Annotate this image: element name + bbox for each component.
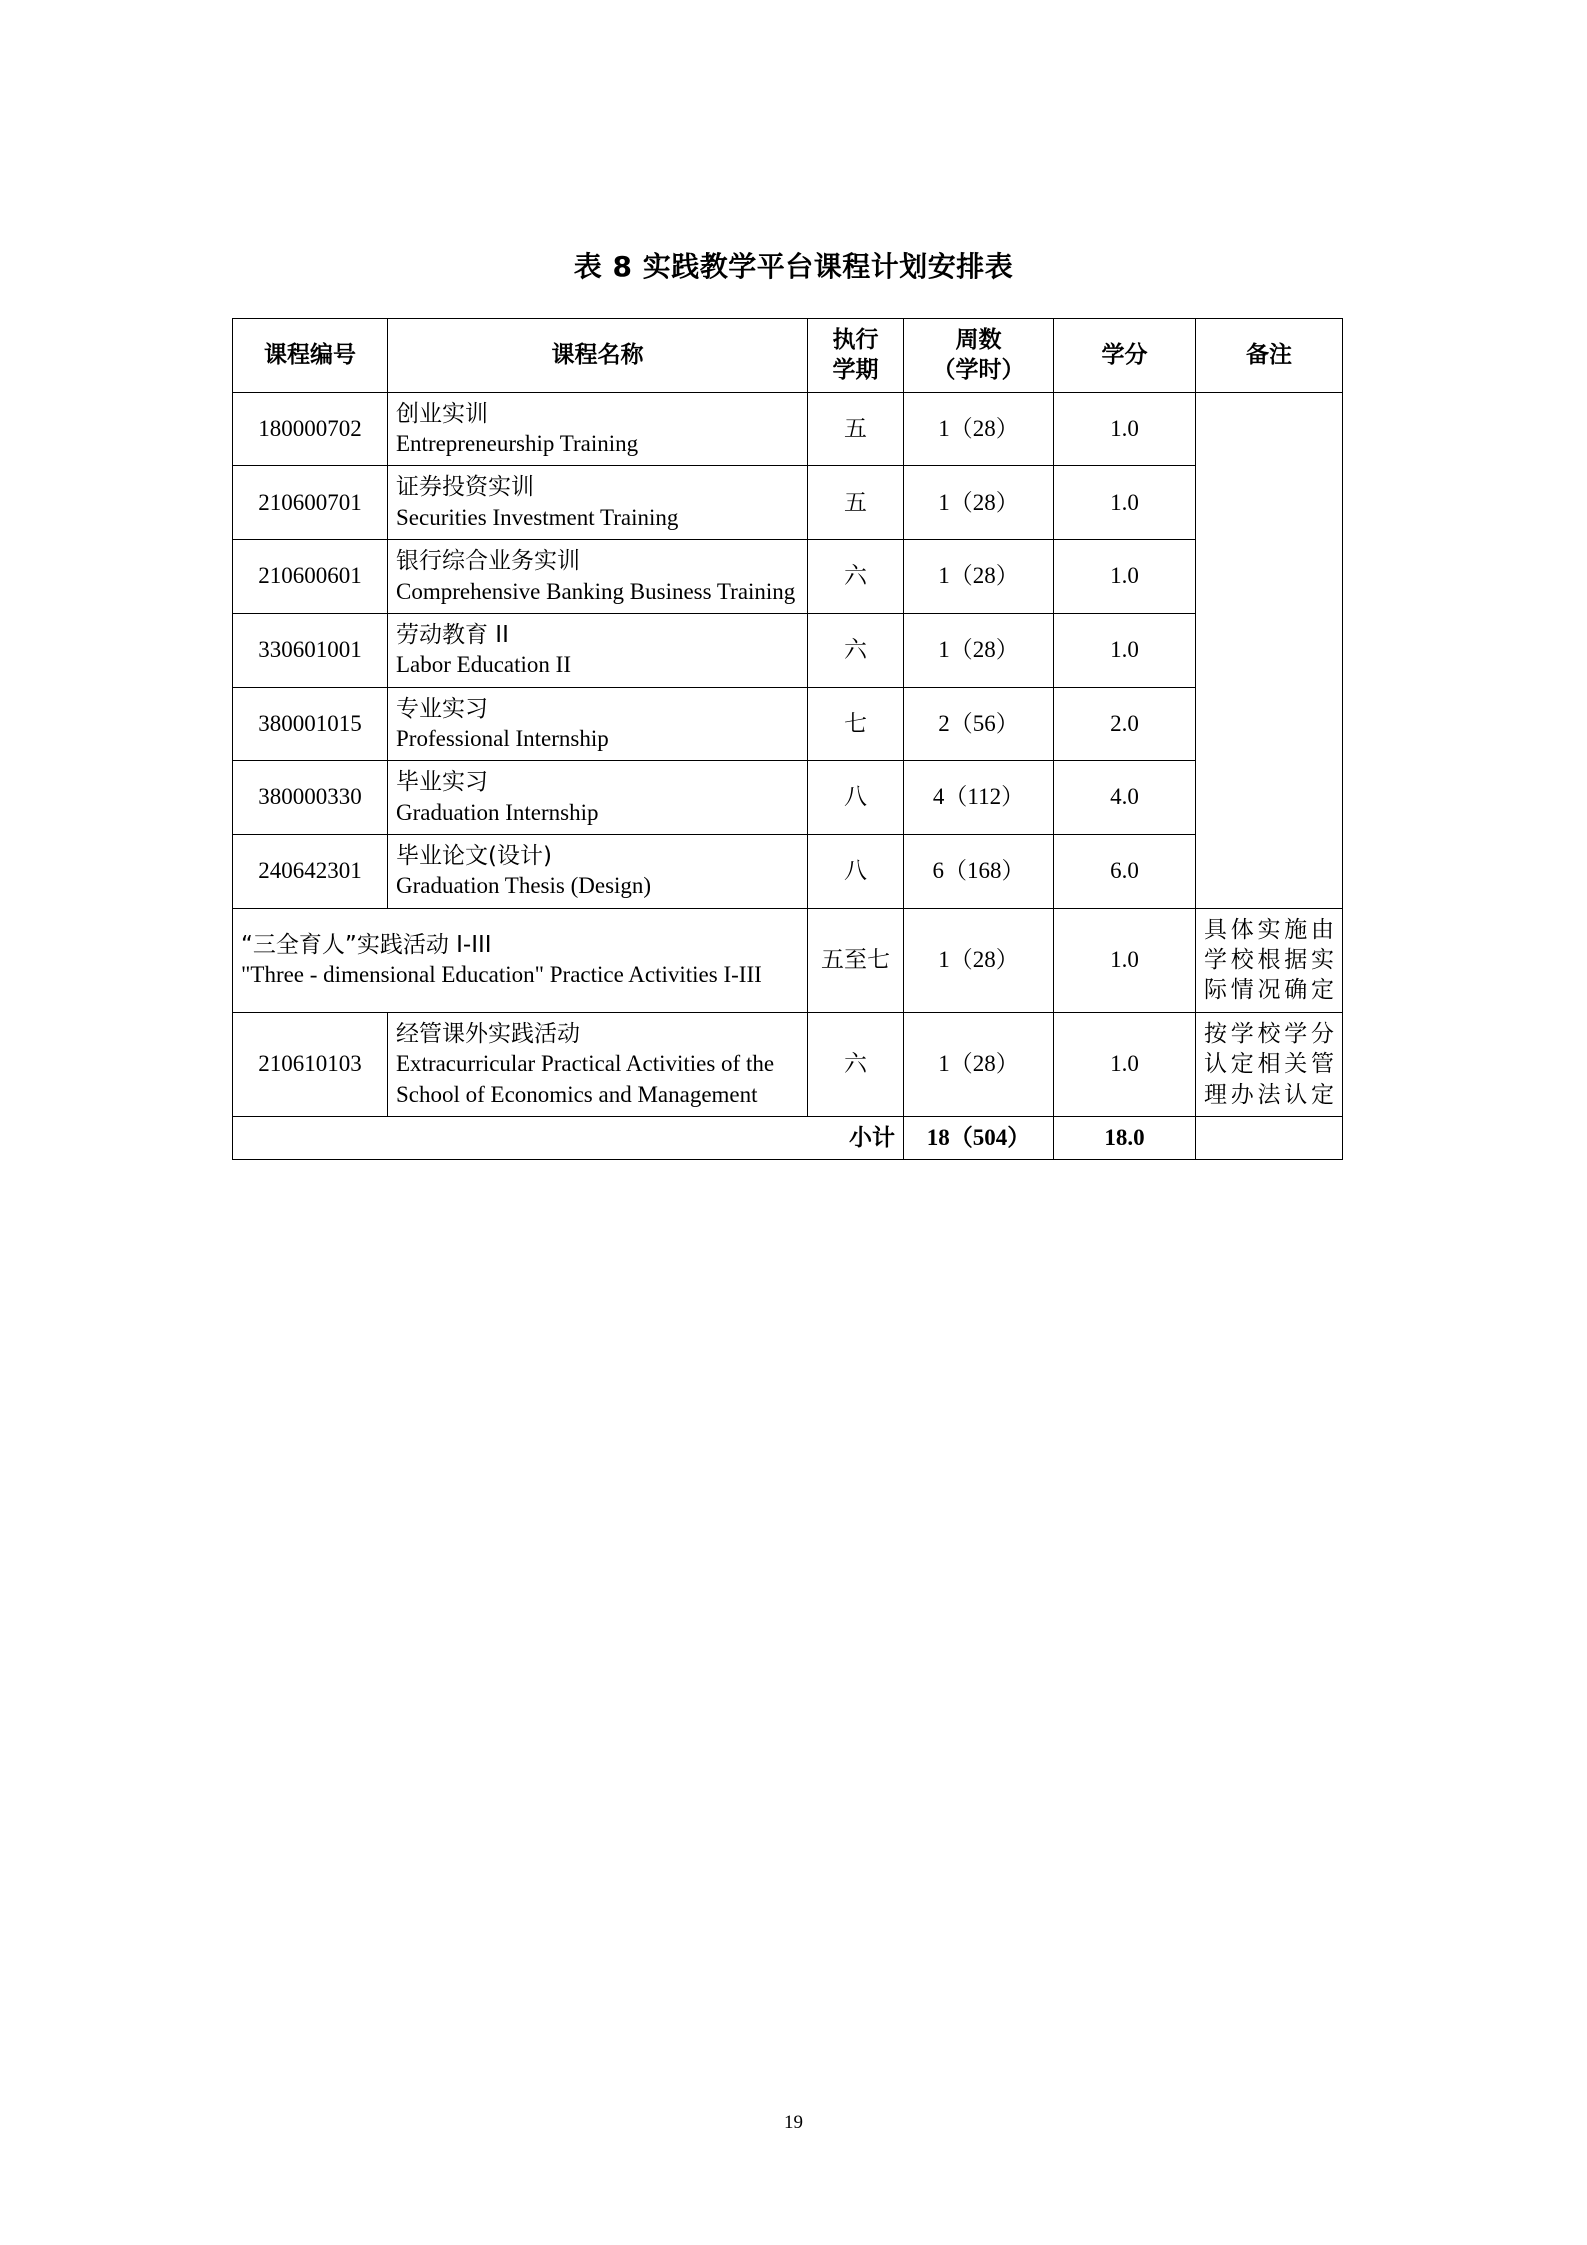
course-name-zh: 证券投资实训	[396, 474, 534, 501]
course-name-zh: 毕业实习	[396, 769, 488, 796]
cell-weeks: 1（28）	[904, 908, 1054, 1012]
cell-course-code: 210600601	[233, 540, 388, 614]
course-name-zh: 创业实训	[396, 400, 488, 427]
cell-weeks: 1（28）	[904, 392, 1054, 466]
cell-course-code: 210610103	[233, 1012, 388, 1116]
page-number: 19	[784, 2112, 803, 2133]
cell-course-code: 210600701	[233, 466, 388, 540]
header-course-name: 课程名称	[388, 319, 808, 393]
header-remark: 备注	[1196, 319, 1343, 393]
cell-remark-empty	[1196, 392, 1343, 908]
course-name-zh: 劳动教育 II	[396, 621, 509, 648]
course-name-zh: 经管课外实践活动	[396, 1020, 580, 1047]
header-weeks-line2: （学时）	[932, 357, 1025, 384]
table-subtotal-row	[233, 1116, 1343, 1159]
cell-term: 七	[808, 687, 904, 761]
subtotal-remark	[1196, 1116, 1343, 1159]
cell-term: 六	[808, 1012, 904, 1116]
header-term-line2: 学期	[832, 357, 879, 384]
header-weeks-line1: 周数	[955, 327, 1002, 353]
cell-term: 六	[808, 540, 904, 614]
cell-weeks: 1（28）	[904, 1012, 1054, 1116]
cell-credits: 4.0	[1054, 761, 1196, 835]
cell-term: 五至七	[808, 908, 904, 1012]
header-term-line1: 执行	[832, 327, 879, 353]
course-name-en: Graduation Internship	[396, 799, 599, 825]
cell-weeks: 2（56）	[904, 687, 1054, 761]
course-name-zh: 毕业论文(设计)	[396, 843, 552, 870]
course-name-zh: 银行综合业务实训	[396, 548, 580, 575]
cell-credits: 1.0	[1054, 466, 1196, 540]
cell-course-name	[388, 613, 808, 687]
header-weeks	[904, 319, 1054, 393]
cell-course-name	[388, 761, 808, 835]
subtotal-weeks: 18（504）	[904, 1116, 1054, 1159]
table-row	[233, 613, 1343, 687]
practice-teaching-plan-table	[232, 318, 1343, 1160]
page-title: 表 8 实践教学平台课程计划安排表	[573, 250, 1014, 283]
cell-weeks: 1（28）	[904, 613, 1054, 687]
cell-weeks: 6（168）	[904, 835, 1054, 909]
cell-weeks: 1（28）	[904, 466, 1054, 540]
cell-weeks: 4（112）	[904, 761, 1054, 835]
course-name-en: Labor Education II	[396, 652, 571, 678]
cell-term: 五	[808, 392, 904, 466]
cell-term: 八	[808, 761, 904, 835]
subtotal-credits: 18.0	[1054, 1116, 1196, 1159]
header-course-code: 课程编号	[233, 319, 388, 393]
cell-credits: 2.0	[1054, 687, 1196, 761]
cell-credits: 1.0	[1054, 540, 1196, 614]
cell-course-name	[388, 540, 808, 614]
course-name-zh: “三全育人”实践活动 I-III	[241, 931, 492, 958]
subtotal-label: 小计	[233, 1116, 904, 1159]
table-header-row	[233, 319, 1343, 393]
header-credits: 学分	[1054, 319, 1196, 393]
table-row	[233, 687, 1343, 761]
cell-term: 八	[808, 835, 904, 909]
cell-remark: 具体实施由学校根据实际情况确定	[1196, 908, 1343, 1012]
cell-credits: 1.0	[1054, 613, 1196, 687]
cell-course-code: 240642301	[233, 835, 388, 909]
course-name-en: Entrepreneurship Training	[396, 431, 639, 457]
course-name-en: Graduation Thesis (Design)	[396, 873, 652, 899]
header-term	[808, 319, 904, 393]
cell-course-name	[388, 466, 808, 540]
course-name-en: Extracurricular Practical Activities of the School of Economics and Management	[396, 1051, 775, 1107]
course-name-en: Professional Internship	[396, 725, 609, 751]
cell-course-name	[388, 1012, 808, 1116]
cell-course-code: 380001015	[233, 687, 388, 761]
table-body	[233, 392, 1343, 1160]
cell-credits: 1.0	[1054, 392, 1196, 466]
table-row	[233, 835, 1343, 909]
cell-weeks: 1（28）	[904, 540, 1054, 614]
course-name-en: Securities Investment Training	[396, 504, 679, 530]
cell-credits: 1.0	[1054, 908, 1196, 1012]
cell-remark: 按学校学分认定相关管理办法认定	[1196, 1012, 1343, 1116]
cell-course-code: 330601001	[233, 613, 388, 687]
cell-course-code: 380000330	[233, 761, 388, 835]
course-name-en: "Three - dimensional Education" Practice Activities I-III	[241, 962, 762, 988]
cell-course-name-merged	[233, 908, 808, 1012]
table-row	[233, 540, 1343, 614]
cell-term: 五	[808, 466, 904, 540]
table-row	[233, 908, 1343, 1012]
table-row	[233, 392, 1343, 466]
course-name-zh: 专业实习	[396, 695, 488, 722]
cell-course-name	[388, 687, 808, 761]
cell-credits: 6.0	[1054, 835, 1196, 909]
table-row	[233, 761, 1343, 835]
cell-term: 六	[808, 613, 904, 687]
cell-credits: 1.0	[1054, 1012, 1196, 1116]
table-row	[233, 1012, 1343, 1116]
course-name-en: Comprehensive Banking Business Training	[396, 578, 796, 604]
cell-course-code: 180000702	[233, 392, 388, 466]
table-row	[233, 466, 1343, 540]
cell-course-name	[388, 835, 808, 909]
table-header	[233, 319, 1343, 393]
cell-course-name	[388, 392, 808, 466]
